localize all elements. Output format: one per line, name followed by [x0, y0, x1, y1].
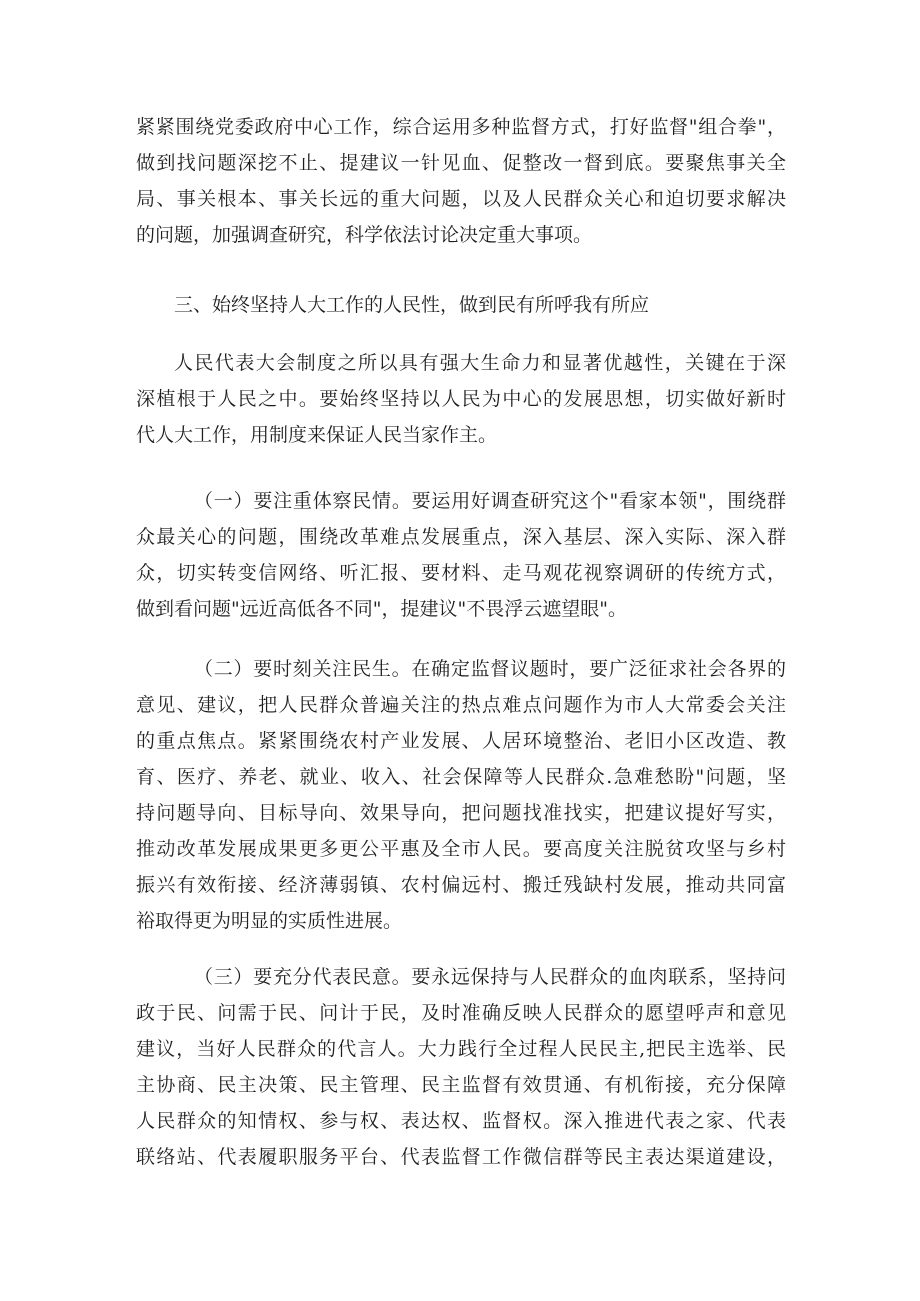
paragraph-4-line-3: 的重点焦点。紧紧围绕农村产业发展、人居环境整治、老旧小区改造、教 — [136, 730, 786, 752]
paragraph-4-line-2: 意见、建议，把人民群众普遍关注的热点难点问题作为市人大常委会关注 — [136, 694, 786, 716]
paragraph-2-line-3: 代人大工作，用制度来保证人民当家作主。 — [136, 424, 498, 446]
paragraph-3-line-4: 做到看问题"远近高低各不同"，提建议"不畏浮云遮望眼"。 — [136, 598, 627, 620]
paragraph-1-line-1: 紧紧围绕党委政府中心工作，综合运用多种监督方式，打好监督"组合拳"， — [136, 116, 786, 138]
paragraph-4-line-4: 育、医疗、养老、就业、收入、社会保障等人民群众.急难愁盼"问题，坚 — [136, 766, 786, 788]
paragraph-4-line-1: （二）要时刻关注民生。在确定监督议题时，要广泛征求社会各界的 — [194, 658, 786, 680]
paragraph-3-line-1: （一）要注重体察民情。要运用好调查研究这个"看家本领"，围绕群 — [194, 490, 786, 512]
section-heading: 三、始终坚持人大工作的人民性，做到民有所呼我有所应 — [174, 294, 650, 316]
paragraph-5-line-3: 建议，当好人民群众的代言人。大力践行全过程人民民主,把民主选举、民 — [136, 1038, 786, 1060]
paragraph-4-line-5: 持问题导向、目标导向、效果导向，把问题找准找实，把建议提好写实， — [136, 802, 786, 824]
paragraph-5-line-6: 联络站、代表履职服务平台、代表监督工作微信群等民主表达渠道建设， — [136, 1146, 786, 1168]
paragraph-5-line-1: （三）要充分代表民意。要永远保持与人民群众的血肉联系，坚持问 — [194, 966, 786, 988]
paragraph-1-line-2: 做到找问题深挖不止、提建议一针见血、促整改一督到底。要聚焦事关全 — [136, 152, 786, 174]
paragraph-5-line-2: 政于民、问需于民、问计于民，及时准确反映人民群众的愿望呼声和意见 — [136, 1002, 786, 1024]
paragraph-2-line-2: 深植根于人民之中。要始终坚持以人民为中心的发展思想，切实做好新时 — [136, 388, 786, 410]
paragraph-3-line-2: 众最关心的问题，围绕改革难点发展重点，深入基层、深入实际、深入群 — [136, 526, 786, 548]
paragraph-4-line-6: 推动改革发展成果更多更公平惠及全市人民。要高度关注脱贫攻坚与乡村 — [136, 838, 786, 860]
paragraph-5-line-4: 主协商、民主决策、民主管理、民主监督有效贯通、有机衔接，充分保障 — [136, 1074, 786, 1096]
paragraph-1-line-3: 局、事关根本、事关长远的重大问题，以及人民群众关心和迫切要求解决 — [136, 188, 786, 210]
paragraph-3-line-3: 众，切实转变信网络、听汇报、要材料、走马观花视察调研的传统方式， — [136, 562, 786, 584]
paragraph-1-line-4: 的问题，加强调查研究，科学依法讨论决定重大事项。 — [136, 224, 593, 246]
paragraph-4-line-8: 裕取得更为明显的实质性进展。 — [136, 910, 403, 932]
paragraph-4-line-7: 振兴有效衔接、经济薄弱镇、农村偏远村、搬迁残缺村发展，推动共同富 — [136, 874, 786, 896]
paragraph-2-line-1: 人民代表大会制度之所以具有强大生命力和显著优越性，关键在于深 — [174, 352, 786, 374]
paragraph-5-line-5: 人民群众的知情权、参与权、表达权、监督权。深入推进代表之家、代表 — [136, 1110, 786, 1132]
